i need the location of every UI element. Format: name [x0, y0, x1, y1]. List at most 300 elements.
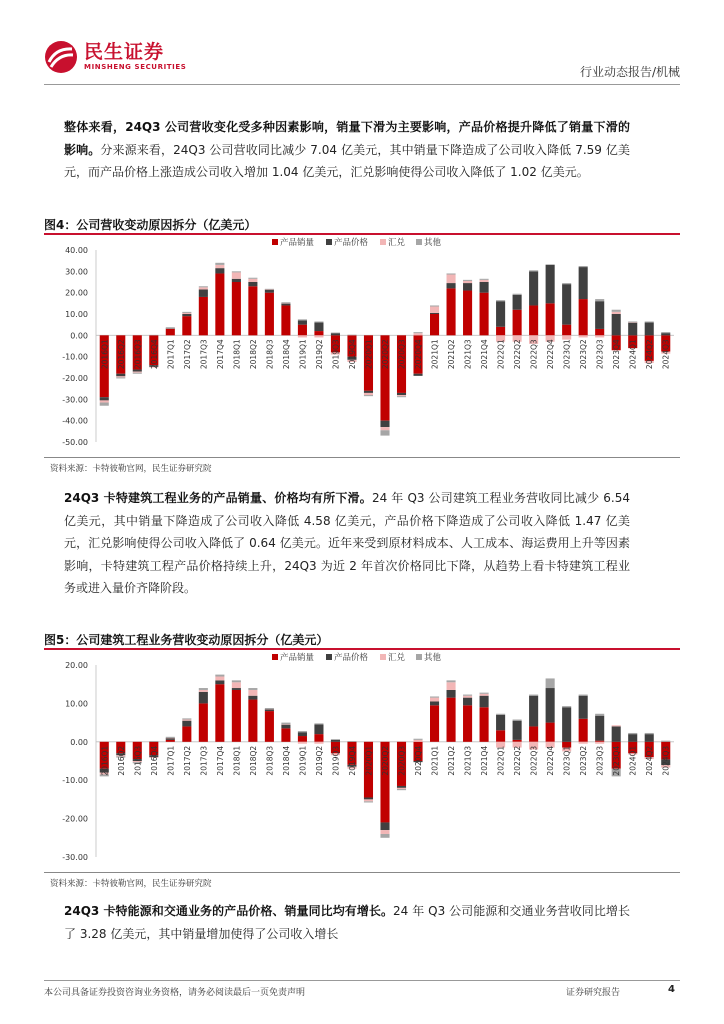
- bar-segment-price: [215, 680, 224, 684]
- bar-segment-other: [496, 300, 505, 301]
- legend-label: 其他: [424, 238, 442, 248]
- x-tick-label: 2021Q2: [447, 745, 457, 776]
- x-tick-label: 2020Q2: [381, 339, 390, 370]
- bar-segment-fx: [480, 280, 489, 282]
- bar-segment-fx: [199, 287, 208, 289]
- bar-segment-other: [314, 321, 323, 322]
- bar-segment-volume: [314, 734, 323, 742]
- x-tick-label: 2018Q1: [232, 745, 242, 776]
- bar-segment-other: [364, 395, 373, 396]
- y-tick-label: 30.00: [65, 267, 88, 277]
- bar-segment-other: [380, 430, 389, 435]
- x-tick-label: 2017Q3: [199, 339, 209, 370]
- bar-segment-fx: [215, 265, 224, 268]
- bar-segment-volume: [281, 305, 290, 335]
- bar-segment-fx: [413, 333, 422, 335]
- bar-segment-other: [430, 305, 439, 306]
- x-tick-label: 2018Q4: [281, 745, 291, 776]
- bar-segment-other: [628, 733, 637, 734]
- bar-segment-volume: [182, 726, 191, 741]
- bar-segment-other: [298, 731, 307, 732]
- bar-segment-fx: [248, 279, 257, 282]
- bar-segment-fx: [447, 682, 456, 690]
- bar-segment-fx: [380, 830, 389, 834]
- bar-segment-price: [215, 268, 224, 273]
- bar-segment-volume: [579, 719, 588, 742]
- bar-segment-fx: [364, 393, 373, 395]
- y-tick-label: -30.00: [62, 395, 88, 405]
- bar-segment-price: [232, 279, 241, 282]
- legend-label: 产品销量: [280, 238, 315, 248]
- bar-segment-other: [199, 688, 208, 690]
- x-tick-label: 2017Q2: [182, 339, 192, 370]
- x-tick-label: 2023Q2: [579, 745, 589, 776]
- y-tick-label: -20.00: [62, 374, 88, 383]
- bar-segment-price: [314, 323, 323, 332]
- x-tick-label: 2019Q1: [298, 745, 308, 776]
- bar-segment-volume: [248, 286, 257, 335]
- legend-swatch: [416, 654, 422, 660]
- figure-4-top-rule: [44, 233, 680, 235]
- figure-4-bottom-rule: [44, 457, 680, 458]
- bar-segment-volume: [232, 690, 241, 742]
- legend-label: 汇兑: [388, 238, 406, 248]
- bar-segment-fx: [447, 275, 456, 284]
- bar-segment-price: [628, 734, 637, 742]
- bar-segment-fx: [562, 335, 571, 339]
- legend-label: 产品价格: [334, 653, 369, 663]
- bar-segment-other: [232, 271, 241, 272]
- bar-segment-other: [116, 377, 125, 378]
- x-tick-label: 2022Q4: [546, 745, 556, 776]
- y-tick-label: 20.00: [65, 288, 88, 298]
- bar-segment-other: [347, 335, 356, 336]
- y-tick-label: 0.00: [70, 331, 88, 341]
- x-tick-label: 2019Q2: [314, 339, 324, 370]
- bar-segment-fx: [199, 690, 208, 692]
- figure-4-title: 图4：公司营收变动原因拆分（亿美元）: [44, 218, 257, 232]
- bar-segment-price: [281, 725, 290, 729]
- bar-segment-other: [265, 708, 274, 709]
- x-tick-label: 2016Q4: [149, 745, 159, 776]
- bar-segment-price: [397, 786, 406, 788]
- bar-segment-fx: [463, 281, 472, 283]
- bar-segment-other: [595, 714, 604, 716]
- bar-segment-other: [529, 695, 538, 696]
- legend-swatch: [272, 239, 278, 245]
- x-tick-label: 2023Q4: [612, 745, 622, 776]
- bar-segment-price: [100, 397, 109, 400]
- brand-logo: [44, 40, 186, 74]
- x-tick-label: 2020Q1: [364, 339, 374, 370]
- x-tick-label: 2017Q1: [166, 339, 176, 370]
- footer-disclaimer: 本公司具备证券投资咨询业务资格，请务必阅读最后一页免责声明: [44, 988, 306, 998]
- x-tick-label: 2016Q3: [133, 745, 143, 776]
- bar-segment-other: [331, 333, 340, 334]
- bar-segment-fx: [232, 272, 241, 278]
- bar-segment-other: [447, 273, 456, 274]
- bar-segment-other: [166, 737, 175, 738]
- bar-segment-price: [546, 688, 555, 723]
- bar-segment-other: [480, 279, 489, 280]
- x-tick-label: 2022Q3: [529, 339, 539, 370]
- bar-segment-other: [182, 312, 191, 313]
- bar-segment-fx: [480, 694, 489, 696]
- bar-segment-price: [314, 725, 323, 735]
- x-tick-label: 2023Q3: [595, 745, 605, 776]
- x-tick-label: 2017Q4: [215, 745, 225, 776]
- legend-label: 汇兑: [388, 653, 406, 663]
- x-tick-label: 2021Q4: [480, 745, 490, 776]
- bar-segment-fx: [298, 742, 307, 744]
- bar-segment-other: [562, 283, 571, 284]
- bar-segment-other: [347, 741, 356, 742]
- legend-swatch: [380, 239, 386, 245]
- paragraph-2-lead: 24Q3 卡特建筑工程业务的产品销量、价格均有所下滑。: [64, 491, 372, 505]
- x-tick-label: 2018Q2: [248, 339, 258, 370]
- bar-segment-other: [397, 396, 406, 397]
- bar-segment-fx: [413, 740, 422, 742]
- figure-5-top-rule: [44, 648, 680, 650]
- bar-segment-fx: [579, 742, 588, 744]
- bar-segment-volume: [298, 325, 307, 336]
- figure-4-chart: [44, 236, 680, 456]
- x-tick-label: 2023Q2: [579, 339, 589, 370]
- page-number: 4: [668, 984, 675, 995]
- footer-divider: [44, 980, 680, 981]
- bar-segment-volume: [166, 329, 175, 335]
- x-tick-label: 2023Q1: [562, 745, 572, 776]
- x-tick-label: 2016Q4: [149, 339, 159, 370]
- bar-segment-price: [248, 282, 257, 286]
- x-tick-label: 2019Q3: [331, 339, 341, 370]
- bar-segment-other: [248, 688, 257, 690]
- figure-5-bottom-rule: [44, 872, 680, 873]
- bar-segment-fx: [182, 720, 191, 721]
- x-tick-label: 2024Q3: [661, 745, 671, 776]
- legend-swatch: [380, 654, 386, 660]
- bar-segment-price: [579, 267, 588, 299]
- bar-segment-other: [513, 294, 522, 295]
- x-tick-label: 2021Q1: [430, 745, 440, 776]
- bar-segment-volume: [496, 730, 505, 742]
- bar-segment-fx: [380, 427, 389, 430]
- bar-segment-other: [628, 321, 637, 322]
- x-tick-label: 2020Q2: [381, 745, 390, 776]
- bar-segment-price: [562, 284, 571, 325]
- bar-segment-price: [628, 323, 637, 336]
- bar-segment-fx: [430, 698, 439, 702]
- bar-segment-other: [595, 299, 604, 301]
- x-tick-label: 2016Q3: [133, 339, 143, 370]
- x-tick-label: 2019Q1: [298, 339, 308, 370]
- bar-segment-other: [546, 678, 555, 688]
- bar-segment-fx: [595, 335, 604, 337]
- x-tick-label: 2018Q3: [265, 339, 275, 370]
- bar-segment-other: [513, 720, 522, 721]
- bar-segment-price: [199, 692, 208, 704]
- y-tick-label: -10.00: [62, 352, 88, 362]
- bar-segment-price: [397, 393, 406, 395]
- bar-segment-other: [546, 264, 555, 265]
- bar-segment-volume: [314, 331, 323, 335]
- bar-segment-price: [182, 314, 191, 316]
- y-tick-label: 10.00: [65, 310, 88, 319]
- bar-segment-other: [463, 280, 472, 281]
- x-tick-label: 2024Q1: [628, 339, 638, 370]
- bar-segment-other: [265, 289, 274, 290]
- bar-segment-fx: [430, 307, 439, 313]
- bar-segment-volume: [265, 293, 274, 336]
- bar-segment-volume: [215, 273, 224, 335]
- paragraph-1-lead: 整体来看，24Q3 公司营收变化受多种因素影响，销量下滑为主要影响，产品价格提升降低了销量下滑的影响。: [64, 120, 630, 157]
- bar-segment-price: [248, 696, 257, 700]
- bar-segment-price: [496, 301, 505, 327]
- y-tick-label: -50.00: [62, 438, 88, 447]
- paragraph-3-lead: 24Q3 卡特能源和交通业务的产品价格、销量同比均有增长。: [64, 904, 394, 918]
- bar-segment-other: [496, 714, 505, 715]
- x-tick-label: 2016Q1: [100, 339, 110, 370]
- bar-segment-other: [182, 718, 191, 719]
- bar-segment-price: [265, 289, 274, 292]
- x-tick-label: 2021Q2: [447, 339, 457, 370]
- x-tick-label: 2017Q4: [215, 339, 225, 370]
- x-tick-label: 2019Q3: [331, 745, 341, 776]
- bar-segment-price: [298, 320, 307, 324]
- x-tick-label: 2022Q4: [546, 339, 556, 370]
- y-tick-label: 10.00: [65, 699, 88, 709]
- x-tick-label: 2024Q1: [628, 745, 638, 776]
- bar-segment-volume: [496, 327, 505, 336]
- x-tick-label: 2018Q4: [281, 339, 291, 370]
- paragraph-2-body: 24 年 Q3 公司建筑工程业务营收同比减少 6.54 亿美元，其中销量下降造成了公司收入降低 4.58 亿美元，产品价格下降造成了公司收入降低 1.47 亿美元，汇兑影响使得公司收入降低了 0.64 亿美元。近年来受到原材料成本、人工成本、海运费用上升等因素影响，卡特建筑工程产品价格持续上升，24Q3 为近 2 年首次价格同比下降，从趋势上看卡特建筑工程业务或进入量价齐降阶段。: [64, 491, 631, 595]
- bar-segment-other: [529, 270, 538, 271]
- x-tick-label: 2021Q3: [463, 745, 473, 776]
- bar-segment-other: [661, 741, 670, 742]
- bar-segment-other: [645, 733, 654, 734]
- bar-segment-price: [380, 822, 389, 830]
- legend-label: 其他: [424, 653, 442, 663]
- bar-segment-fx: [397, 395, 406, 396]
- bar-segment-fx: [595, 742, 604, 744]
- bar-segment-volume: [430, 314, 439, 335]
- bar-segment-price: [513, 295, 522, 310]
- x-tick-label: 2023Q3: [595, 339, 605, 370]
- legend-swatch: [326, 239, 332, 245]
- bar-segment-other: [100, 403, 109, 406]
- bar-segment-price: [430, 701, 439, 705]
- x-tick-label: 2022Q2: [513, 339, 523, 370]
- bar-segment-other: [579, 266, 588, 267]
- y-tick-label: 0.00: [70, 737, 88, 747]
- bar-segment-price: [116, 374, 125, 377]
- bar-segment-price: [595, 716, 604, 741]
- x-tick-label: 2024Q3: [661, 339, 671, 370]
- bar-segment-other: [413, 739, 422, 740]
- bar-segment-other: [562, 706, 571, 707]
- bar-segment-other: [215, 263, 224, 265]
- bar-segment-volume: [463, 705, 472, 741]
- bar-segment-fx: [182, 313, 191, 314]
- figure-5-title: 图5：公司建筑工程业务营收变动原因拆分（亿美元）: [44, 633, 329, 647]
- paragraph-1-body: 分来源来看，24Q3 公司营收同比减少 7.04 亿美元，其中销量下降造成了公司收入降低 7.59 亿美元，而产品价格上涨造成公司收入增加 1.04 亿美元，汇兑影响使得公司收入降低了 1.02 亿美元。: [64, 142, 630, 179]
- bar-segment-other: [281, 302, 290, 303]
- bar-segment-other: [331, 739, 340, 740]
- x-tick-label: 2018Q1: [232, 339, 242, 370]
- bar-segment-price: [364, 391, 373, 393]
- paragraph-3: [64, 900, 630, 945]
- bar-segment-fx: [397, 788, 406, 789]
- bar-segment-price: [182, 721, 191, 727]
- bar-segment-fx: [364, 799, 373, 801]
- bar-segment-volume: [513, 740, 522, 742]
- bar-segment-volume: [430, 705, 439, 741]
- bar-segment-price: [413, 374, 422, 376]
- x-tick-label: 2020Q1: [364, 745, 374, 776]
- bar-segment-other: [612, 310, 621, 312]
- bar-segment-price: [612, 726, 621, 741]
- x-tick-label: 2019Q2: [314, 745, 324, 776]
- legend-label: 产品价格: [334, 238, 369, 248]
- x-tick-label: 2019Q4: [347, 339, 357, 370]
- x-tick-label: 2019Q4: [347, 745, 357, 776]
- bar-segment-volume: [480, 707, 489, 742]
- bar-segment-fx: [298, 335, 307, 337]
- bar-segment-other: [166, 327, 175, 328]
- figure-4-source: 资料来源：卡特彼勒官网，民生证券研究院: [50, 464, 212, 474]
- header-divider: [44, 84, 680, 85]
- bar-segment-fx: [314, 742, 323, 744]
- bar-segment-fx: [612, 725, 621, 726]
- bar-segment-volume: [529, 726, 538, 741]
- x-tick-label: 2020Q3: [397, 745, 407, 776]
- brand-mark-icon: [44, 40, 78, 74]
- bar-segment-fx: [579, 335, 588, 337]
- x-tick-label: 2022Q1: [496, 339, 506, 370]
- bar-segment-volume: [562, 325, 571, 336]
- x-tick-label: 2016Q1: [100, 745, 110, 776]
- legend-swatch: [272, 654, 278, 660]
- bar-segment-price: [513, 721, 522, 740]
- bar-segment-volume: [546, 723, 555, 742]
- bar-segment-other: [232, 680, 241, 682]
- bar-segment-price: [199, 289, 208, 296]
- bar-segment-other: [364, 801, 373, 802]
- bar-segment-price: [232, 688, 241, 690]
- x-tick-label: 2017Q1: [166, 745, 176, 776]
- x-tick-label: 2017Q2: [182, 745, 192, 776]
- bar-segment-volume: [529, 305, 538, 335]
- bar-segment-price: [529, 696, 538, 727]
- bar-segment-other: [480, 693, 489, 694]
- legend-swatch: [416, 239, 422, 245]
- bar-segment-volume: [447, 698, 456, 742]
- y-tick-label: -10.00: [62, 776, 88, 786]
- paragraph-1: [64, 116, 630, 184]
- y-tick-label: -20.00: [62, 814, 88, 824]
- bar-segment-other: [199, 286, 208, 287]
- page-header: [0, 0, 724, 84]
- bar-segment-price: [562, 707, 571, 742]
- paragraph-2: [64, 487, 630, 600]
- x-tick-label: 2018Q2: [248, 745, 258, 776]
- bar-segment-volume: [182, 316, 191, 335]
- bar-segment-price: [447, 690, 456, 698]
- bar-segment-volume: [513, 310, 522, 336]
- bar-segment-price: [579, 696, 588, 719]
- bar-segment-other: [314, 723, 323, 724]
- bar-segment-other: [133, 373, 142, 374]
- bar-segment-fx: [100, 400, 109, 402]
- bar-segment-other: [380, 834, 389, 838]
- bar-segment-price: [480, 282, 489, 293]
- bar-segment-other: [430, 696, 439, 697]
- bar-segment-other: [579, 695, 588, 696]
- bar-segment-other: [397, 789, 406, 790]
- bar-segment-volume: [215, 684, 224, 742]
- figure-5-chart: [44, 651, 680, 871]
- bar-segment-price: [331, 740, 340, 742]
- bar-segment-price: [463, 698, 472, 706]
- x-tick-label: 2020Q3: [397, 339, 407, 370]
- footer-report-label: 证券研究报告: [566, 988, 621, 998]
- bar-segment-price: [645, 323, 654, 336]
- bar-segment-other: [149, 741, 158, 742]
- bar-segment-other: [645, 321, 654, 322]
- bar-segment-other: [463, 695, 472, 696]
- y-tick-label: -40.00: [62, 416, 88, 426]
- bar-segment-volume: [248, 700, 257, 742]
- bar-segment-price: [447, 283, 456, 288]
- x-tick-label: 2021Q3: [463, 339, 473, 370]
- bar-segment-volume: [199, 297, 208, 335]
- bar-segment-fx: [314, 335, 323, 337]
- bar-segment-volume: [595, 741, 604, 742]
- x-tick-label: 2022Q2: [513, 745, 523, 776]
- bar-segment-fx: [232, 682, 241, 688]
- figure-5-source: 资料来源：卡特彼勒官网，民生证券研究院: [50, 879, 212, 889]
- y-tick-label: 40.00: [65, 246, 88, 255]
- x-tick-label: 2016Q2: [116, 339, 126, 370]
- bar-segment-volume: [298, 736, 307, 742]
- x-tick-label: 2018Q3: [265, 745, 275, 776]
- bar-segment-volume: [595, 329, 604, 335]
- bar-segment-volume: [480, 293, 489, 336]
- bar-segment-other: [413, 332, 422, 333]
- x-tick-label: 2016Q2: [116, 745, 126, 776]
- bar-segment-volume: [166, 740, 175, 742]
- legend-swatch: [326, 654, 332, 660]
- x-tick-label: 2022Q1: [496, 745, 506, 776]
- report-type: 行业动态报告/机械: [579, 65, 680, 79]
- bar-segment-other: [248, 278, 257, 279]
- bar-segment-price: [529, 271, 538, 305]
- x-tick-label: 2024Q2: [645, 339, 655, 370]
- bar-segment-price: [380, 421, 389, 427]
- x-tick-label: 2022Q3: [529, 745, 539, 776]
- bar-segment-fx: [215, 677, 224, 681]
- bar-segment-price: [463, 283, 472, 290]
- bar-segment-price: [661, 333, 670, 335]
- bar-segment-fx: [248, 690, 257, 696]
- bar-segment-volume: [546, 303, 555, 335]
- bar-segment-price: [546, 265, 555, 303]
- bar-segment-volume: [463, 291, 472, 336]
- bar-segment-other: [447, 680, 456, 682]
- bar-segment-price: [612, 314, 621, 335]
- bar-segment-volume: [232, 282, 241, 335]
- bar-segment-fx: [463, 696, 472, 698]
